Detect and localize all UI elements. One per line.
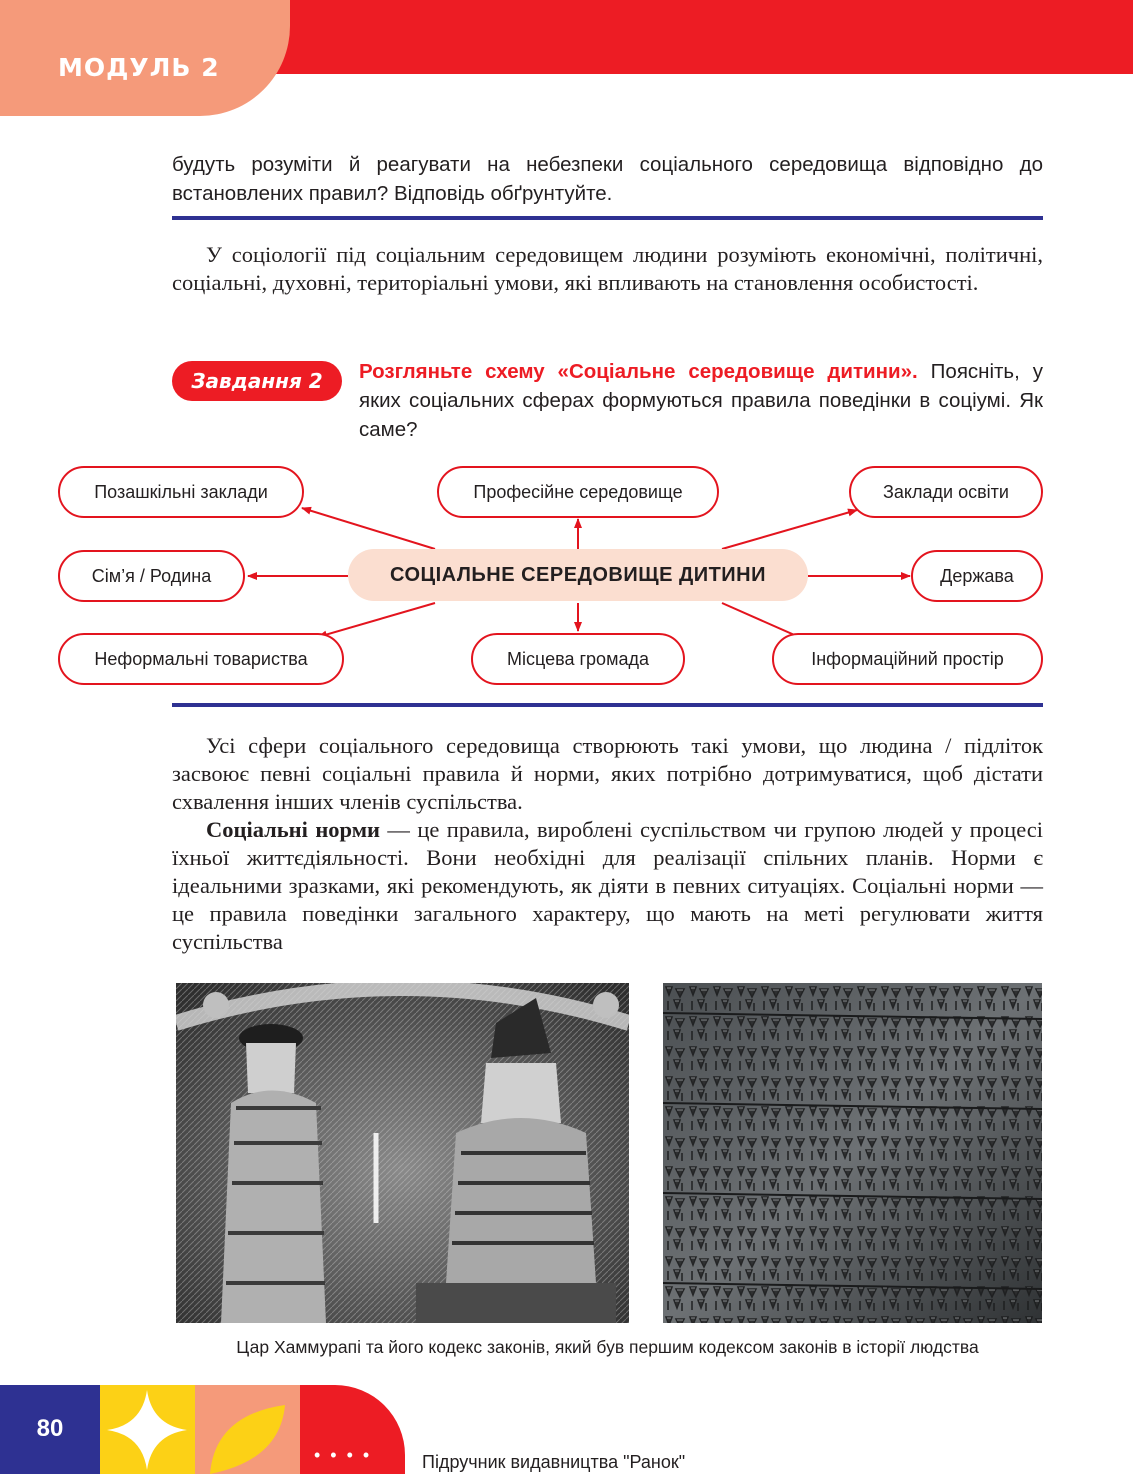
node-family: Сім’я / Родина <box>58 550 245 602</box>
photo-caption: Цар Хаммурапі та його кодекс законів, який був першим кодексом законів в історії людства <box>236 1337 979 1357</box>
intro-text: будуть розуміти й реагувати на небезпеки соціального середовища відповідно до встановлених правил? Відповідь обґрунтуйте. <box>172 153 1043 205</box>
footer-leaf-block <box>195 1385 300 1474</box>
paragraph-2 <box>172 732 1043 816</box>
node-community: Місцева громада <box>471 633 685 685</box>
footer-dots: •••• <box>314 1445 380 1465</box>
node-professional: Професійне середовище <box>437 466 719 518</box>
divider-rule-bottom <box>172 703 1043 707</box>
node-informal: Неформальні товариства <box>58 633 344 685</box>
task-rest: Поясніть, у яких соціальних сферах формуються правила поведінки в соціумі. Як саме? <box>359 360 1043 441</box>
node-education: Заклади освіти <box>849 466 1043 518</box>
arrow-bottom-left <box>318 603 435 637</box>
arrow-top-right <box>722 510 857 549</box>
term-social-norms: Соціальні норми <box>206 817 380 842</box>
leaf-icon <box>195 1385 300 1474</box>
paragraph-1-text: У соціології під соціальним середовищем людини розуміють економічні, політичні, соціальні, духовні, територіальні умови, які впливають на становлення особистості. <box>172 242 1043 295</box>
paragraph-3 <box>172 816 1043 956</box>
footer-star-block <box>100 1385 195 1474</box>
node-information: Інформаційний простір <box>772 633 1043 685</box>
paragraph-3-text: — це правила, вироблені суспільством чи групою людей у процесі їхньої життєдіяльності. Вони необхідні для реалізації спільних планів. Норми є ідеальними зразками, які рекомендують, як діяти в певних ситуаціях. Соціальні норми — це правила поведінки загального характеру, що мають на меті регулювати життя суспільства <box>172 817 1043 954</box>
code-of-laws-photo <box>663 983 1042 1323</box>
paragraph-2-text: Усі сфери соціального середовища створюють такі умови, що людина / підліток засвоює певні соціальні правила й норми, яких потрібно дотримуватися, щоб дістати схвалення інших членів суспільства. <box>172 733 1043 814</box>
arrow-top-left <box>302 508 435 549</box>
node-extracurricular: Позашкільні заклади <box>58 466 304 518</box>
publisher-text: Підручник видавництва "Ранок" <box>422 1452 686 1472</box>
task-badge: Завдання 2 <box>172 361 342 401</box>
task-lead: Розгляньте схему «Соціальне середовище дитини». <box>359 360 918 383</box>
node-state: Держава <box>911 550 1043 602</box>
scheme-center: СОЦІАЛЬНЕ СЕРЕДОВИЩЕ ДИТИНИ <box>348 549 808 601</box>
page-number: 80 <box>36 1415 64 1442</box>
scheme-arrows <box>0 0 1133 720</box>
hammurabi-relief-photo <box>176 983 629 1323</box>
star-icon <box>100 1385 195 1474</box>
module-label: МОДУЛЬ 2 <box>58 53 220 82</box>
